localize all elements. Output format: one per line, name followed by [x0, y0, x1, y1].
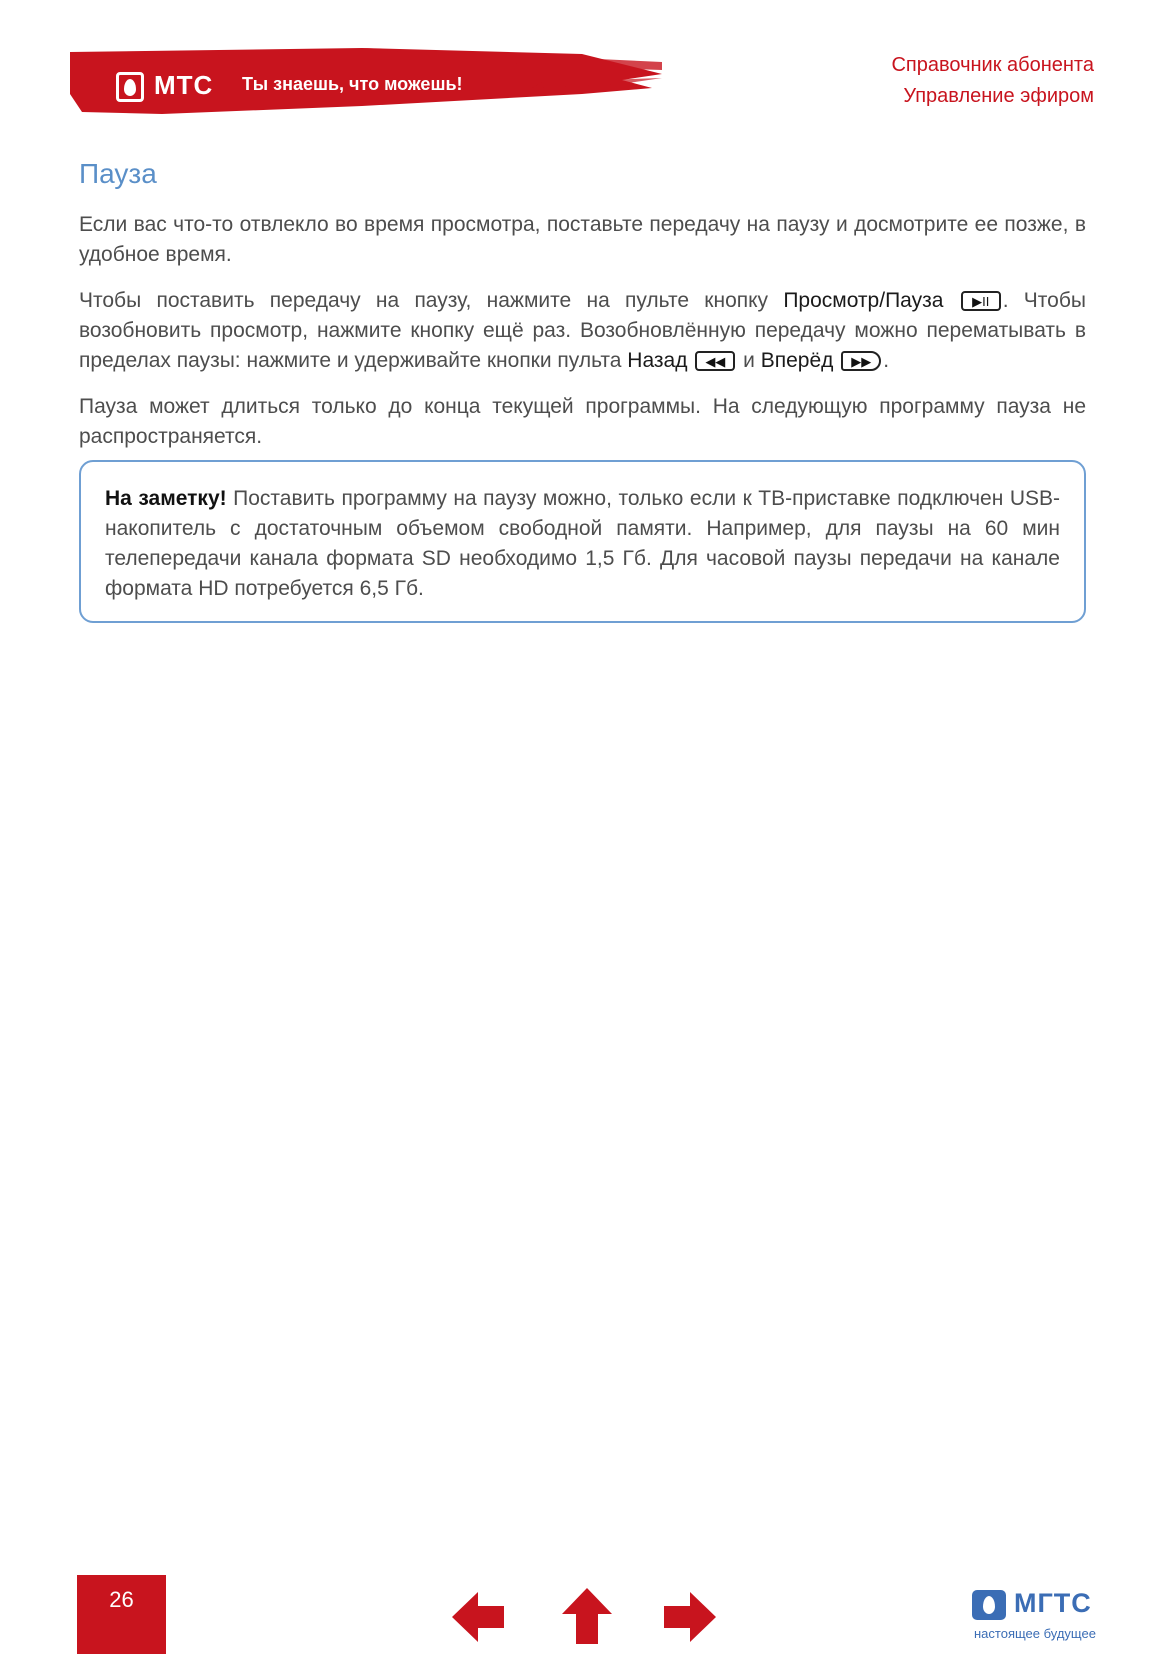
paragraph-limit: Пауза может длиться только до конца текущей программы. На следующую программу пауза не распространяется. — [79, 395, 1086, 448]
next-page-arrow-icon[interactable] — [662, 1590, 718, 1644]
header-titles — [891, 50, 1094, 112]
play-pause-key-icon: ▶II — [961, 291, 1001, 311]
up-arrow-icon[interactable] — [560, 1586, 614, 1646]
prev-page-arrow-icon[interactable] — [450, 1590, 506, 1644]
mgts-logo — [972, 1586, 1096, 1646]
paragraph-text: . — [883, 349, 890, 372]
mgts-slogan: настоящее будущее — [974, 1626, 1096, 1641]
paragraph-text: Чтобы поставить передачу на паузу, нажмите на пульте кнопку — [79, 289, 784, 312]
section-title: Управление эфиром — [903, 85, 1094, 107]
rewind-key-icon: ◀◀ — [695, 351, 735, 371]
forward-key-icon: ▶▶ — [841, 351, 881, 371]
note-body: Поставить программу на паузу можно, только если к ТВ-приставке подключен USB-накопитель с достаточным объемом свободной памяти. Например, для паузы на 60 мин телепередачи канала формата SD необходимо 1,5 Гб. Для часовой паузы передачи на канале формата HD потребуется 6,5 Гб. — [105, 487, 1060, 600]
paragraph-text: . Чтобы возобновить просмотр, нажмите кнопку ещё раз. Возобновлённую передачу можно перематывать в пределах паузы: нажмите и удерживайте кнопки пульта — [79, 289, 1086, 372]
note-box — [79, 460, 1086, 623]
mgts-brand-text: МГТС — [1014, 1588, 1092, 1618]
paragraph-text: и — [737, 349, 761, 372]
page-number: 26 — [77, 1575, 166, 1654]
mts-logo-icon — [116, 72, 144, 102]
paragraph-intro: Если вас что-то отвлекло во время просмотра, поставьте передачу на паузу и досмотрите ее позже, в удобное время. — [79, 213, 1086, 266]
note-label: На заметку! — [105, 487, 227, 510]
key-name-forward: Вперёд — [760, 349, 834, 372]
brand-slogan: Ты знаешь, что можешь! — [242, 74, 463, 94]
brand-logo-text: МТС — [154, 70, 214, 100]
key-name-back: Назад — [627, 349, 688, 372]
document-title: Справочник абонента — [891, 54, 1094, 76]
paragraph-instructions — [79, 286, 1086, 376]
key-name-play-pause: Просмотр/Пауза — [783, 289, 944, 312]
note-text — [105, 484, 1060, 604]
main-content — [79, 210, 1086, 468]
page-title: Пауза — [79, 158, 157, 189]
mgts-egg-icon — [972, 1590, 1006, 1620]
